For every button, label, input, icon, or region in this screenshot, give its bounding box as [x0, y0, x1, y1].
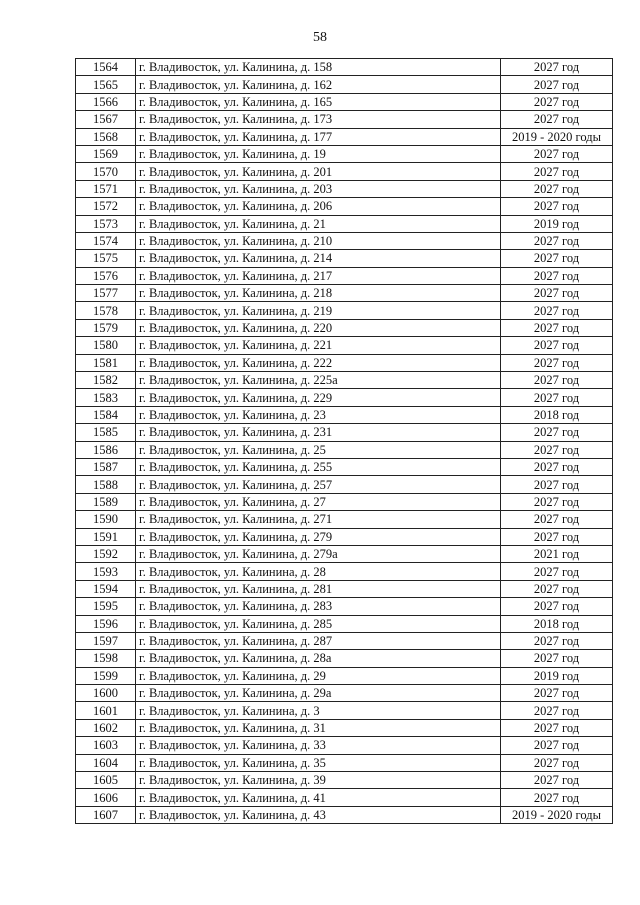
row-number: 1595	[76, 598, 136, 615]
table-row	[76, 719, 613, 736]
row-number: 1580	[76, 337, 136, 354]
row-number: 1593	[76, 563, 136, 580]
row-period: 2027 год	[501, 389, 613, 406]
table-row	[76, 145, 613, 162]
table-row	[76, 389, 613, 406]
row-address: г. Владивосток, ул. Калинина, д. 29	[136, 667, 501, 684]
row-period: 2027 год	[501, 76, 613, 93]
table-row	[76, 354, 613, 371]
row-address: г. Владивосток, ул. Калинина, д. 214	[136, 250, 501, 267]
row-address: г. Владивосток, ул. Калинина, д. 25	[136, 441, 501, 458]
row-number: 1591	[76, 528, 136, 545]
table-row	[76, 232, 613, 249]
row-address: г. Владивосток, ул. Калинина, д. 222	[136, 354, 501, 371]
row-number: 1606	[76, 789, 136, 806]
row-address: г. Владивосток, ул. Калинина, д. 28	[136, 563, 501, 580]
row-period: 2027 год	[501, 198, 613, 215]
row-period: 2027 год	[501, 441, 613, 458]
row-period: 2027 год	[501, 458, 613, 475]
row-number: 1607	[76, 806, 136, 823]
address-schedule-table	[75, 58, 613, 824]
row-address: г. Владивосток, ул. Калинина, д. 162	[136, 76, 501, 93]
table-row	[76, 76, 613, 93]
row-period: 2027 год	[501, 59, 613, 76]
row-period: 2021 год	[501, 545, 613, 562]
row-address: г. Владивосток, ул. Калинина, д. 287	[136, 632, 501, 649]
row-address: г. Владивосток, ул. Калинина, д. 21	[136, 215, 501, 232]
row-period: 2027 год	[501, 702, 613, 719]
row-address: г. Владивосток, ул. Калинина, д. 165	[136, 93, 501, 110]
row-address: г. Владивосток, ул. Калинина, д. 19	[136, 145, 501, 162]
table-row	[76, 128, 613, 145]
row-number: 1569	[76, 145, 136, 162]
table-row	[76, 615, 613, 632]
table-row	[76, 59, 613, 76]
table-body	[76, 59, 613, 824]
table-row	[76, 424, 613, 441]
row-number: 1564	[76, 59, 136, 76]
row-number: 1581	[76, 354, 136, 371]
row-number: 1601	[76, 702, 136, 719]
table-row	[76, 93, 613, 110]
table-row	[76, 702, 613, 719]
table-row	[76, 563, 613, 580]
row-number: 1576	[76, 267, 136, 284]
table-row	[76, 458, 613, 475]
row-address: г. Владивосток, ул. Калинина, д. 23	[136, 406, 501, 423]
row-period: 2027 год	[501, 163, 613, 180]
row-number: 1597	[76, 632, 136, 649]
row-number: 1574	[76, 232, 136, 249]
table-row	[76, 319, 613, 336]
row-period: 2027 год	[501, 650, 613, 667]
table-row	[76, 441, 613, 458]
row-address: г. Владивосток, ул. Калинина, д. 27	[136, 493, 501, 510]
table-row	[76, 598, 613, 615]
row-number: 1572	[76, 198, 136, 215]
row-period: 2027 год	[501, 719, 613, 736]
table-row	[76, 198, 613, 215]
row-period: 2027 год	[501, 580, 613, 597]
row-number: 1566	[76, 93, 136, 110]
row-period: 2027 год	[501, 302, 613, 319]
row-address: г. Владивосток, ул. Калинина, д. 173	[136, 111, 501, 128]
row-number: 1570	[76, 163, 136, 180]
row-period: 2027 год	[501, 267, 613, 284]
row-address: г. Владивосток, ул. Калинина, д. 281	[136, 580, 501, 597]
table-row	[76, 806, 613, 823]
row-period: 2027 год	[501, 145, 613, 162]
row-address: г. Владивосток, ул. Калинина, д. 35	[136, 754, 501, 771]
row-number: 1575	[76, 250, 136, 267]
table-row	[76, 337, 613, 354]
row-address: г. Владивосток, ул. Калинина, д. 29а	[136, 685, 501, 702]
row-period: 2027 год	[501, 685, 613, 702]
row-address: г. Владивосток, ул. Калинина, д. 279	[136, 528, 501, 545]
row-address: г. Владивосток, ул. Калинина, д. 33	[136, 737, 501, 754]
row-address: г. Владивосток, ул. Калинина, д. 43	[136, 806, 501, 823]
table-row	[76, 667, 613, 684]
row-period: 2019 - 2020 годы	[501, 806, 613, 823]
row-number: 1590	[76, 511, 136, 528]
row-address: г. Владивосток, ул. Калинина, д. 206	[136, 198, 501, 215]
table-row	[76, 406, 613, 423]
table-row	[76, 580, 613, 597]
table-row	[76, 545, 613, 562]
row-number: 1586	[76, 441, 136, 458]
row-number: 1585	[76, 424, 136, 441]
row-period: 2027 год	[501, 111, 613, 128]
row-number: 1573	[76, 215, 136, 232]
table-row	[76, 215, 613, 232]
row-address: г. Владивосток, ул. Калинина, д. 225а	[136, 372, 501, 389]
row-number: 1598	[76, 650, 136, 667]
row-address: г. Владивосток, ул. Калинина, д. 39	[136, 772, 501, 789]
row-address: г. Владивосток, ул. Калинина, д. 31	[136, 719, 501, 736]
row-number: 1578	[76, 302, 136, 319]
row-address: г. Владивосток, ул. Калинина, д. 271	[136, 511, 501, 528]
row-address: г. Владивосток, ул. Калинина, д. 255	[136, 458, 501, 475]
row-number: 1604	[76, 754, 136, 771]
row-period: 2027 год	[501, 789, 613, 806]
row-period: 2027 год	[501, 250, 613, 267]
row-address: г. Владивосток, ул. Калинина, д. 219	[136, 302, 501, 319]
row-period: 2027 год	[501, 93, 613, 110]
row-period: 2027 год	[501, 772, 613, 789]
row-number: 1600	[76, 685, 136, 702]
row-address: г. Владивосток, ул. Калинина, д. 285	[136, 615, 501, 632]
row-number: 1589	[76, 493, 136, 510]
table-row	[76, 632, 613, 649]
row-address: г. Владивосток, ул. Калинина, д. 283	[136, 598, 501, 615]
row-number: 1571	[76, 180, 136, 197]
row-period: 2027 год	[501, 285, 613, 302]
row-number: 1594	[76, 580, 136, 597]
row-number: 1565	[76, 76, 136, 93]
row-number: 1602	[76, 719, 136, 736]
row-period: 2027 год	[501, 424, 613, 441]
row-period: 2027 год	[501, 337, 613, 354]
row-number: 1567	[76, 111, 136, 128]
row-period: 2027 год	[501, 737, 613, 754]
table-row	[76, 372, 613, 389]
row-number: 1587	[76, 458, 136, 475]
row-number: 1579	[76, 319, 136, 336]
row-number: 1603	[76, 737, 136, 754]
row-address: г. Владивосток, ул. Калинина, д. 220	[136, 319, 501, 336]
row-address: г. Владивосток, ул. Калинина, д. 41	[136, 789, 501, 806]
row-period: 2027 год	[501, 632, 613, 649]
row-period: 2027 год	[501, 319, 613, 336]
row-period: 2027 год	[501, 754, 613, 771]
row-address: г. Владивосток, ул. Калинина, д. 3	[136, 702, 501, 719]
row-address: г. Владивосток, ул. Калинина, д. 201	[136, 163, 501, 180]
row-period: 2027 год	[501, 180, 613, 197]
table-row	[76, 476, 613, 493]
table-row	[76, 493, 613, 510]
table-row	[76, 737, 613, 754]
row-number: 1583	[76, 389, 136, 406]
row-number: 1596	[76, 615, 136, 632]
row-address: г. Владивосток, ул. Калинина, д. 28а	[136, 650, 501, 667]
row-period: 2027 год	[501, 232, 613, 249]
row-number: 1582	[76, 372, 136, 389]
row-period: 2027 год	[501, 372, 613, 389]
row-address: г. Владивосток, ул. Калинина, д. 257	[136, 476, 501, 493]
row-address: г. Владивосток, ул. Калинина, д. 221	[136, 337, 501, 354]
table-row	[76, 267, 613, 284]
row-period: 2019 год	[501, 215, 613, 232]
row-address: г. Владивосток, ул. Калинина, д. 177	[136, 128, 501, 145]
row-number: 1577	[76, 285, 136, 302]
row-period: 2027 год	[501, 511, 613, 528]
row-period: 2027 год	[501, 476, 613, 493]
table-row	[76, 111, 613, 128]
row-period: 2027 год	[501, 528, 613, 545]
table-row	[76, 250, 613, 267]
row-address: г. Владивосток, ул. Калинина, д. 217	[136, 267, 501, 284]
row-number: 1584	[76, 406, 136, 423]
table-row	[76, 302, 613, 319]
table-row	[76, 685, 613, 702]
row-address: г. Владивосток, ул. Калинина, д. 158	[136, 59, 501, 76]
table-row	[76, 528, 613, 545]
table-row	[76, 772, 613, 789]
row-number: 1605	[76, 772, 136, 789]
row-period: 2018 год	[501, 615, 613, 632]
row-number: 1568	[76, 128, 136, 145]
row-period: 2019 год	[501, 667, 613, 684]
row-address: г. Владивосток, ул. Калинина, д. 203	[136, 180, 501, 197]
row-address: г. Владивосток, ул. Калинина, д. 218	[136, 285, 501, 302]
row-address: г. Владивосток, ул. Калинина, д. 210	[136, 232, 501, 249]
page-number: 58	[313, 30, 327, 45]
row-number: 1592	[76, 545, 136, 562]
row-period: 2027 год	[501, 354, 613, 371]
table-row	[76, 180, 613, 197]
row-period: 2027 год	[501, 493, 613, 510]
table-row	[76, 511, 613, 528]
row-period: 2027 год	[501, 563, 613, 580]
table-row	[76, 650, 613, 667]
table-row	[76, 754, 613, 771]
row-number: 1588	[76, 476, 136, 493]
row-address: г. Владивосток, ул. Калинина, д. 231	[136, 424, 501, 441]
row-address: г. Владивосток, ул. Калинина, д. 279а	[136, 545, 501, 562]
table-row	[76, 163, 613, 180]
row-period: 2027 год	[501, 598, 613, 615]
table-row	[76, 789, 613, 806]
table-row	[76, 285, 613, 302]
row-address: г. Владивосток, ул. Калинина, д. 229	[136, 389, 501, 406]
row-period: 2019 - 2020 годы	[501, 128, 613, 145]
row-period: 2018 год	[501, 406, 613, 423]
row-number: 1599	[76, 667, 136, 684]
